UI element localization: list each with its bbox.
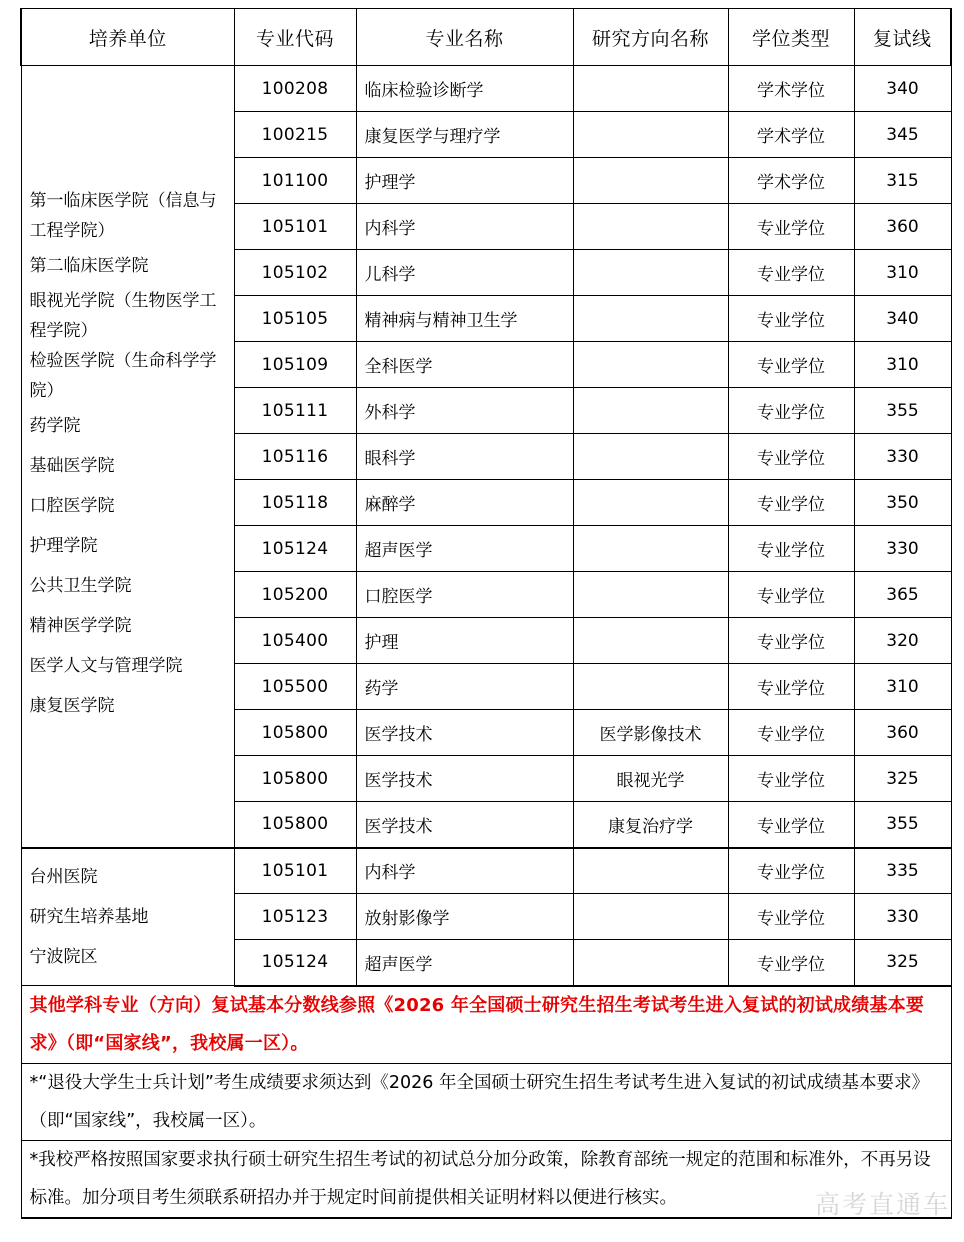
- research-direction-cell: [573, 848, 728, 894]
- major-code-cell: 100208: [234, 66, 356, 112]
- table-header: [21, 9, 951, 66]
- note-highlight: 其他学科专业（方向）复试基本分数线参照《2026 年全国硕士研究生招生考试考生进入复试的初试成绩基本要求》（即“国家线”，我校属一区）。: [21, 986, 951, 1064]
- unit-name: 第二临床医学院: [29, 256, 149, 277]
- score-line-cell: 310: [854, 664, 951, 710]
- degree-type-cell: 专业学位: [728, 710, 854, 756]
- major-name-cell: 外科学: [356, 388, 573, 434]
- score-line-cell: 360: [854, 204, 951, 250]
- major-code-cell: 105116: [234, 434, 356, 480]
- major-name-cell: 内科学: [356, 204, 573, 250]
- score-line-cell: 310: [854, 342, 951, 388]
- research-direction-cell: [573, 618, 728, 664]
- unit-name: 研究生培养基地: [29, 906, 149, 927]
- degree-type-cell: 学术学位: [728, 112, 854, 158]
- note-text: *我校严格按照国家要求执行硕士研究生招生考试的初试总分加分政策，除教育部统一规定的范围和标准外，不再另设标准。加分项目考生须联系研招办并于规定时间前提供相关证明材料以便进行核实。: [21, 1140, 951, 1218]
- score-line-cell: 330: [854, 434, 951, 480]
- watermark-label: 高考直通车: [814, 1190, 950, 1219]
- unit-name: 基础医学院: [29, 456, 115, 477]
- major-name-cell: 护理学: [356, 158, 573, 204]
- score-line-cell: 330: [854, 526, 951, 572]
- major-name-cell: 护理: [356, 618, 573, 664]
- major-code-cell: 105800: [234, 756, 356, 802]
- major-code-cell: 105111: [234, 388, 356, 434]
- research-direction-cell: [573, 204, 728, 250]
- major-code-cell: 105118: [234, 480, 356, 526]
- research-direction-cell: [573, 434, 728, 480]
- research-direction-cell: 医学影像技术: [573, 710, 728, 756]
- table-header-row: [21, 9, 951, 66]
- degree-type-cell: 专业学位: [728, 388, 854, 434]
- score-line-cell: 320: [854, 618, 951, 664]
- table-row: [21, 848, 951, 894]
- score-line-cell: 325: [854, 756, 951, 802]
- major-name-cell: 精神病与精神卫生学: [356, 296, 573, 342]
- score-line-cell: 355: [854, 802, 951, 848]
- degree-type-cell: 学术学位: [728, 158, 854, 204]
- major-code-cell: 105101: [234, 204, 356, 250]
- major-name-cell: 儿科学: [356, 250, 573, 296]
- degree-type-cell: 专业学位: [728, 342, 854, 388]
- major-code-cell: 105109: [234, 342, 356, 388]
- score-line-cell: 345: [854, 112, 951, 158]
- unit-name: 眼视光学院（生物医学工程学院）: [29, 291, 217, 342]
- major-name-cell: 眼科学: [356, 434, 573, 480]
- degree-type-cell: 专业学位: [728, 664, 854, 710]
- table-body: [21, 66, 951, 986]
- major-code-cell: 105124: [234, 526, 356, 572]
- score-line-cell: 315: [854, 158, 951, 204]
- research-direction-cell: [573, 112, 728, 158]
- research-direction-cell: 康复治疗学: [573, 802, 728, 848]
- major-code-cell: 105123: [234, 894, 356, 940]
- major-code-cell: 105105: [234, 296, 356, 342]
- degree-type-cell: 专业学位: [728, 618, 854, 664]
- major-name-cell: 医学技术: [356, 710, 573, 756]
- score-line-cell: 310: [854, 250, 951, 296]
- unit-name: 检验医学院（生命科学学院）: [29, 351, 217, 402]
- research-direction-cell: [573, 480, 728, 526]
- column-header-major-name: 专业名称: [356, 9, 573, 66]
- unit-name: 第一临床医学院（信息与工程学院）: [29, 191, 217, 242]
- unit-name: 护理学院: [29, 536, 98, 557]
- score-line-cell: 330: [854, 894, 951, 940]
- research-direction-cell: [573, 296, 728, 342]
- score-line-cell: 340: [854, 296, 951, 342]
- major-name-cell: 麻醉学: [356, 480, 573, 526]
- major-name-cell: 内科学: [356, 848, 573, 894]
- major-code-cell: 105800: [234, 710, 356, 756]
- score-line-cell: 355: [854, 388, 951, 434]
- degree-type-cell: 专业学位: [728, 894, 854, 940]
- research-direction-cell: 眼视光学: [573, 756, 728, 802]
- degree-type-cell: 专业学位: [728, 434, 854, 480]
- research-direction-cell: [573, 572, 728, 618]
- major-code-cell: 101100: [234, 158, 356, 204]
- unit-name: 口腔医学院: [29, 496, 115, 517]
- degree-type-cell: 专业学位: [728, 526, 854, 572]
- research-direction-cell: [573, 388, 728, 434]
- score-line-cell: 325: [854, 940, 951, 986]
- table-notes: [21, 986, 951, 1218]
- score-line-page: [20, 8, 950, 1219]
- degree-type-cell: 专业学位: [728, 572, 854, 618]
- research-direction-cell: [573, 894, 728, 940]
- major-code-cell: 105200: [234, 572, 356, 618]
- unit-name: 公共卫生学院: [29, 576, 132, 597]
- column-header-score-line: 复试线: [854, 9, 951, 66]
- degree-type-cell: 专业学位: [728, 480, 854, 526]
- major-name-cell: 医学技术: [356, 756, 573, 802]
- major-name-cell: 超声医学: [356, 526, 573, 572]
- unit-group-cell: [21, 848, 234, 986]
- score-line-cell: 335: [854, 848, 951, 894]
- major-name-cell: 全科医学: [356, 342, 573, 388]
- major-name-cell: 放射影像学: [356, 894, 573, 940]
- degree-type-cell: 专业学位: [728, 802, 854, 848]
- major-code-cell: 105101: [234, 848, 356, 894]
- major-code-cell: 105800: [234, 802, 356, 848]
- major-name-cell: 康复医学与理疗学: [356, 112, 573, 158]
- major-name-cell: 口腔医学: [356, 572, 573, 618]
- unit-group-cell: [21, 66, 234, 848]
- degree-type-cell: 专业学位: [728, 848, 854, 894]
- unit-name: 康复医学院: [29, 696, 115, 717]
- research-direction-cell: [573, 66, 728, 112]
- research-direction-cell: [573, 940, 728, 986]
- score-line-cell: 340: [854, 66, 951, 112]
- degree-type-cell: 专业学位: [728, 204, 854, 250]
- research-direction-cell: [573, 664, 728, 710]
- major-name-cell: 药学: [356, 664, 573, 710]
- score-line-cell: 360: [854, 710, 951, 756]
- note-row: [21, 986, 951, 1064]
- research-direction-cell: [573, 526, 728, 572]
- note-row: [21, 1140, 951, 1218]
- major-name-cell: 临床检验诊断学: [356, 66, 573, 112]
- column-header-unit: 培养单位: [21, 9, 234, 66]
- admission-score-table: [20, 8, 952, 1219]
- major-code-cell: 105400: [234, 618, 356, 664]
- major-code-cell: 100215: [234, 112, 356, 158]
- column-header-research-direction: 研究方向名称: [573, 9, 728, 66]
- unit-name: 药学院: [29, 416, 81, 437]
- major-code-cell: 105500: [234, 664, 356, 710]
- degree-type-cell: 专业学位: [728, 940, 854, 986]
- score-line-cell: 365: [854, 572, 951, 618]
- research-direction-cell: [573, 158, 728, 204]
- unit-name: 医学人文与管理学院: [29, 656, 183, 677]
- unit-name: 台州医院: [29, 866, 98, 887]
- degree-type-cell: 学术学位: [728, 66, 854, 112]
- note-row: [21, 1063, 951, 1140]
- unit-name: 精神医学学院: [29, 616, 132, 637]
- degree-type-cell: 专业学位: [728, 250, 854, 296]
- degree-type-cell: 专业学位: [728, 756, 854, 802]
- column-header-major-code: 专业代码: [234, 9, 356, 66]
- unit-name: 宁波院区: [29, 946, 98, 967]
- major-name-cell: 超声医学: [356, 940, 573, 986]
- column-header-degree-type: 学位类型: [728, 9, 854, 66]
- research-direction-cell: [573, 342, 728, 388]
- major-code-cell: 105124: [234, 940, 356, 986]
- research-direction-cell: [573, 250, 728, 296]
- degree-type-cell: 专业学位: [728, 296, 854, 342]
- table-row: [21, 66, 951, 112]
- score-line-cell: 350: [854, 480, 951, 526]
- major-code-cell: 105102: [234, 250, 356, 296]
- major-name-cell: 医学技术: [356, 802, 573, 848]
- note-text: *“退役大学生士兵计划”考生成绩要求须达到《2026 年全国硕士研究生招生考试考生进入复试的初试成绩基本要求》（即“国家线”，我校属一区）。: [21, 1063, 951, 1140]
